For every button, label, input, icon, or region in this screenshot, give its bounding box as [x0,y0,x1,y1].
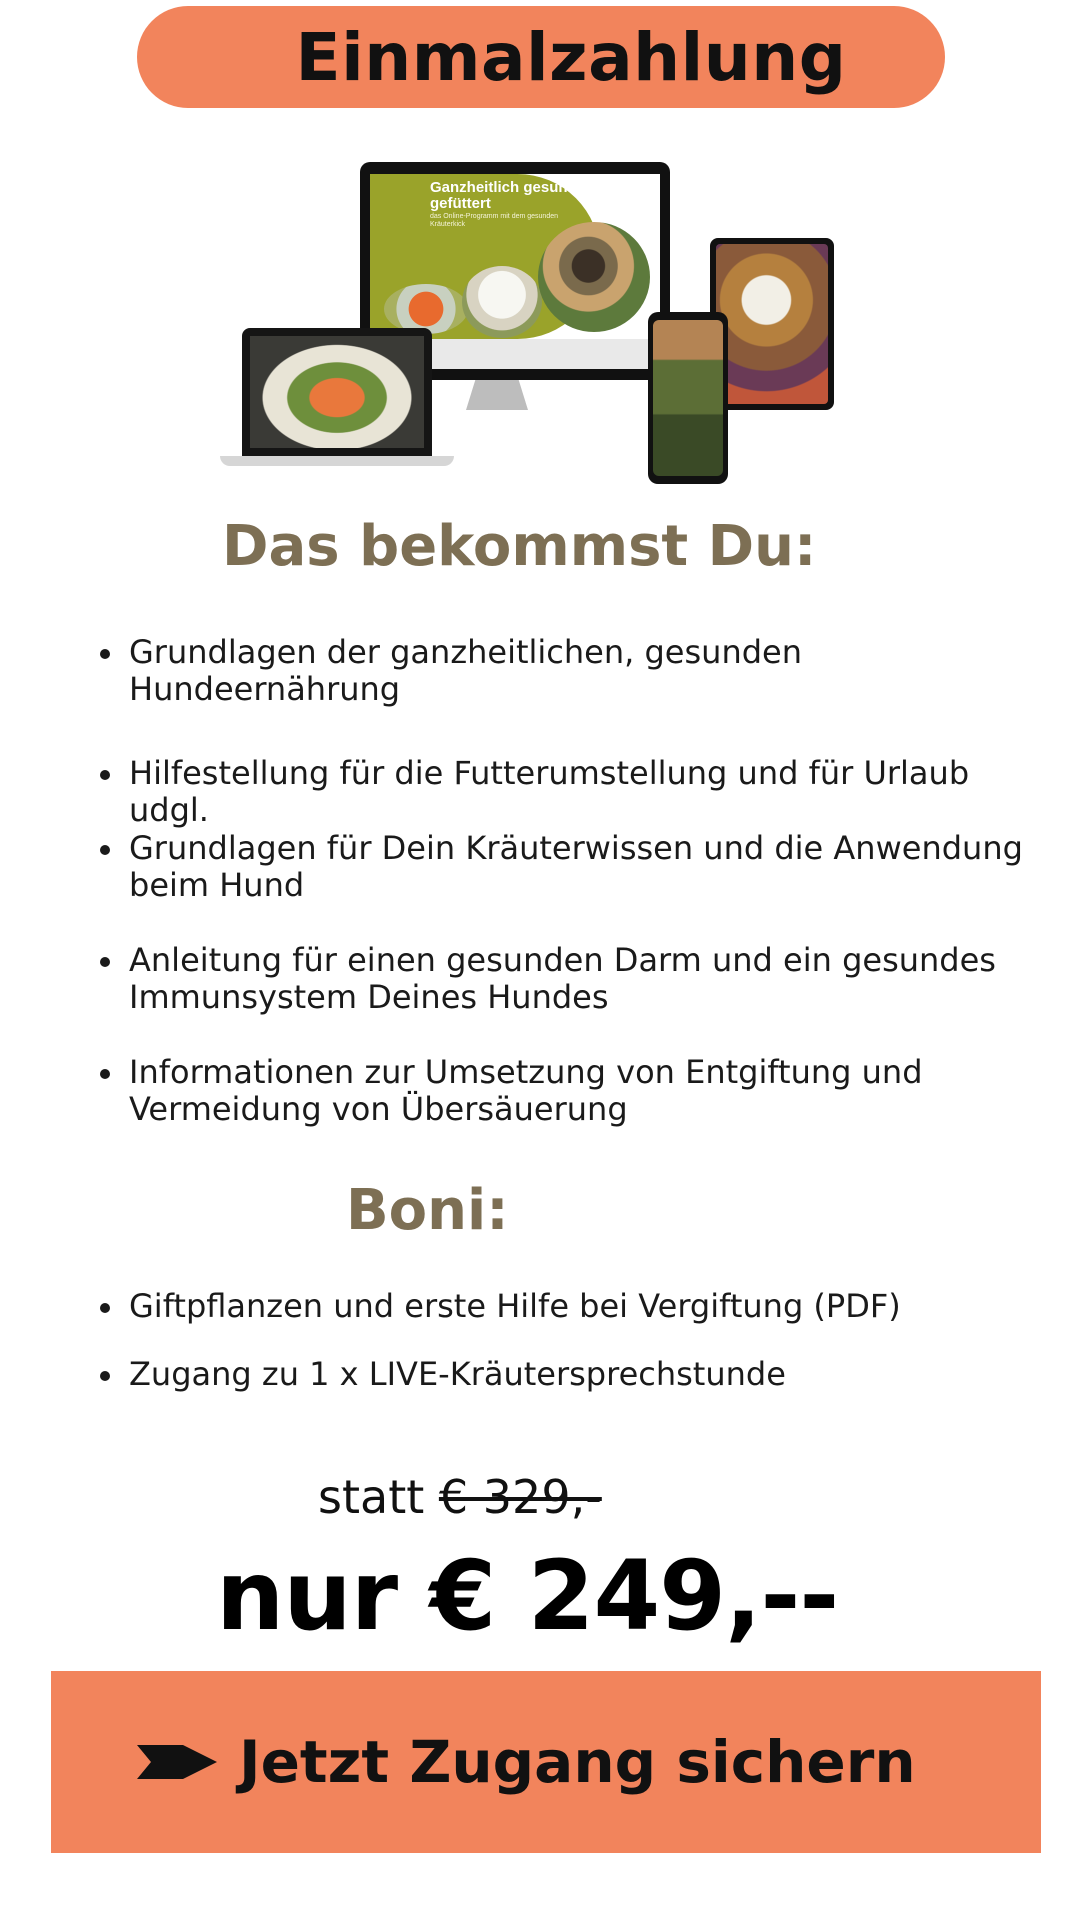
benefits-heading: Das bekommst Du: [222,514,817,579]
get-access-button[interactable] [51,1671,1041,1853]
laptop-base [220,456,454,466]
bonus-heading: Boni: [346,1178,509,1243]
old-price [318,1470,602,1524]
device-mockup-image [216,158,856,488]
tablet-mockup [710,238,834,410]
get-access-label: Jetzt Zugang sichern [239,1728,916,1796]
list-item: Grundlagen der ganzheitlichen, gesunden Hundeernährung [129,634,1029,708]
monitor-screen [370,174,660,339]
list-item: Anleitung für einen gesunden Darm und ein gesundes Immunsystem Deines Hundes [129,942,1029,1016]
mockup-screen-title: Ganzheitlich gesund gefüttert [430,179,577,212]
payment-type-banner [137,6,945,108]
list-item: Zugang zu 1 x LIVE-Kräutersprechstunde [129,1356,1029,1393]
monitor-stand [466,380,528,410]
tablet-screen-dog-photo [716,244,828,404]
list-item: Grundlagen für Dein Kräuterwissen und die Anwendung beim Hund [129,830,1029,904]
phone-mockup [648,312,728,484]
list-item: Informationen zur Umsetzung von Entgiftung und Vermeidung von Übersäuerung [129,1054,1029,1128]
phone-screen-dog-photo [653,320,723,476]
laptop-screen-food-photo [250,336,424,448]
arrow-right-icon [137,1741,217,1783]
list-item: Hilfestellung für die Futterumstellung und für Urlaub udgl. [129,755,1029,829]
new-price: nur € 249,-- [216,1540,839,1652]
laptop-mockup [242,328,432,456]
mockup-screen-subtitle: das Online-Programm mit dem gesunden Kräuterkick [430,213,559,228]
payment-type-title: Einmalzahlung [295,18,847,96]
old-price-value: € 329,- [438,1470,602,1524]
list-item: Giftpflanzen und erste Hilfe bei Vergiftung (PDF) [129,1288,1029,1325]
price-prefix: statt [318,1470,425,1524]
